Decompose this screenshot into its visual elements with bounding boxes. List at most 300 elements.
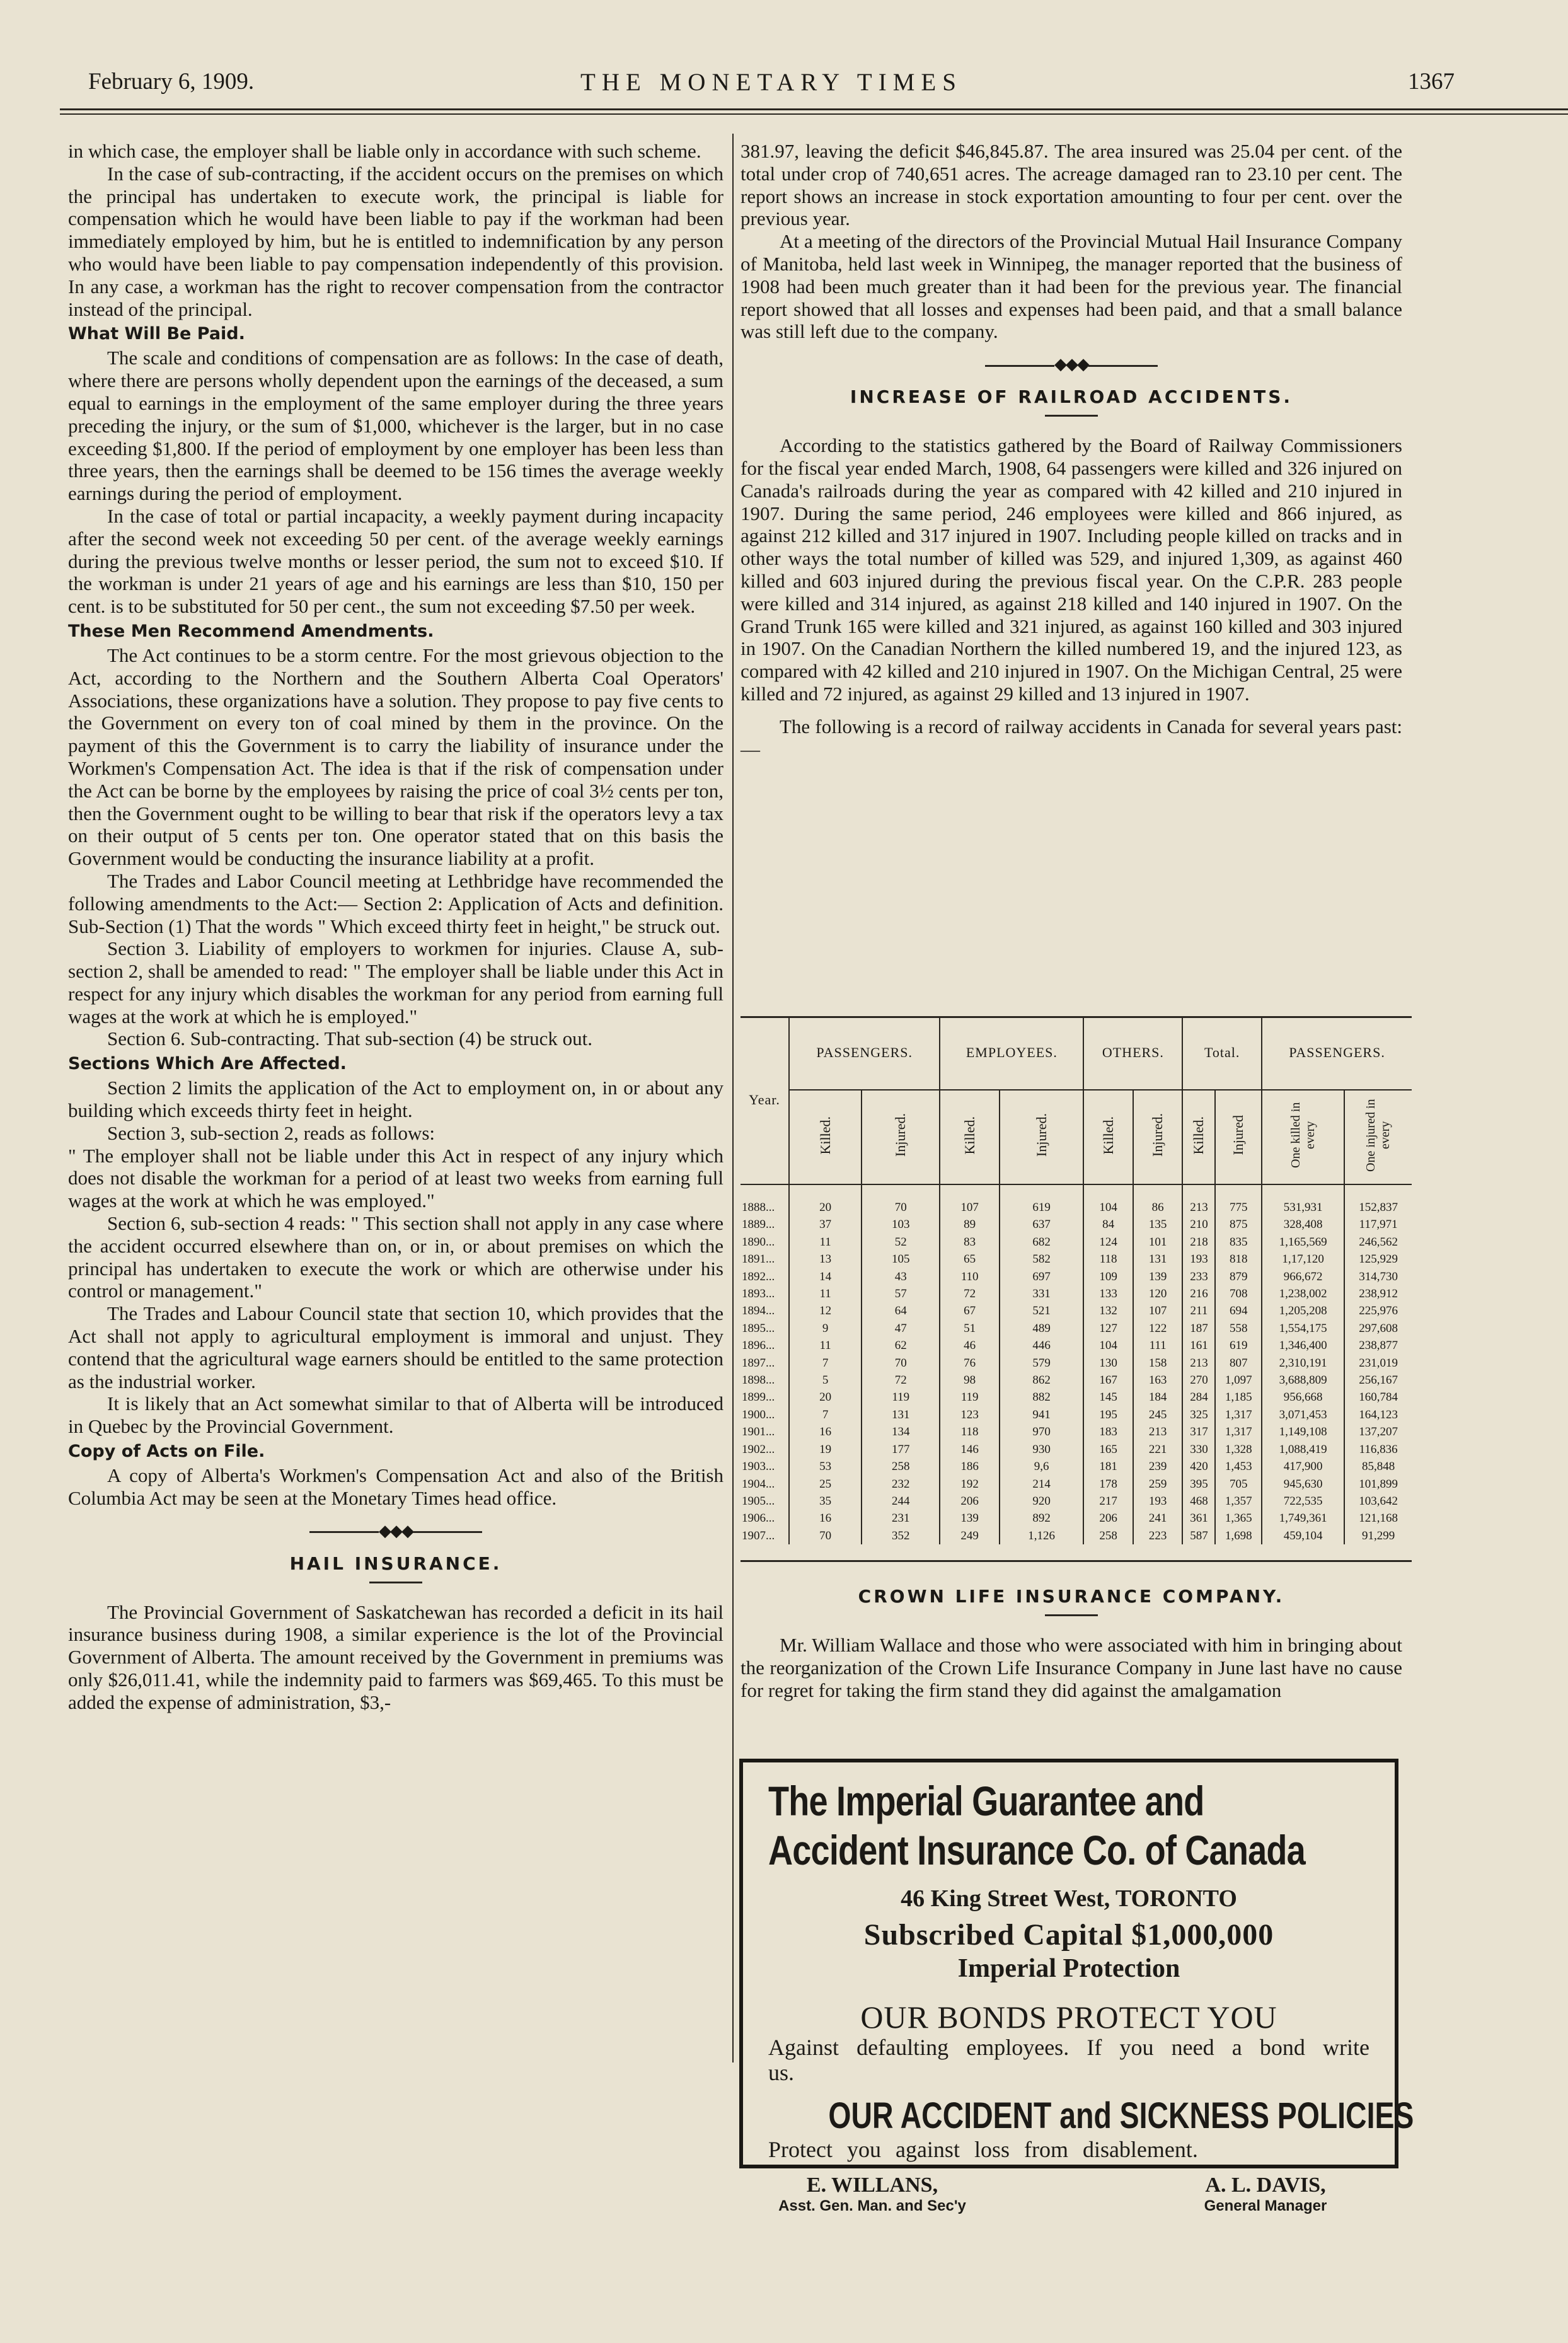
table-cell: 216 bbox=[1182, 1285, 1215, 1302]
table-cell: 86 bbox=[1133, 1184, 1183, 1216]
table-cell: 120 bbox=[1133, 1285, 1183, 1302]
table-cell: 2,310,191 bbox=[1262, 1355, 1344, 1372]
table-cell: 52 bbox=[862, 1234, 940, 1251]
table-row bbox=[741, 1423, 1412, 1440]
table-cell: 107 bbox=[940, 1184, 999, 1216]
year-cell: 1894... bbox=[742, 1304, 775, 1318]
issue-date: February 6, 1909. bbox=[88, 69, 255, 95]
column-header: Killed. bbox=[1100, 1116, 1116, 1155]
section-title-hail-insurance: HAIL INSURANCE. bbox=[289, 1553, 502, 1574]
table-row bbox=[741, 1216, 1412, 1233]
subheading-sections-affected: Sections Which Are Affected. bbox=[68, 1054, 347, 1074]
table-cell: 708 bbox=[1215, 1285, 1262, 1302]
table-cell: 314,730 bbox=[1344, 1268, 1412, 1285]
year-cell: 1892... bbox=[742, 1270, 775, 1283]
paragraph: The Provincial Government of Saskatchewan has recorded a deficit in its hail insurance business during 1908, a similar experience is the lot of the Provincial Government of Alberta. The amount received by the Government in premiums was only $26,011.41, while the indemnity paid to farmers was $69,465. To this must be added the expense of administration, $3,- bbox=[68, 1600, 723, 1713]
group-header: PASSENGERS. bbox=[789, 1016, 940, 1090]
table-row bbox=[741, 1510, 1412, 1527]
table-cell: 84 bbox=[1083, 1216, 1133, 1233]
table-cell: 53 bbox=[789, 1458, 862, 1475]
table-cell: 213 bbox=[1133, 1423, 1183, 1440]
table-cell: 217 bbox=[1083, 1493, 1133, 1510]
table-cell: 165 bbox=[1083, 1441, 1133, 1458]
table-cell: 966,672 bbox=[1262, 1268, 1344, 1285]
table-cell: 446 bbox=[1000, 1337, 1084, 1354]
table-row bbox=[741, 1527, 1412, 1544]
table-cell: 135 bbox=[1133, 1216, 1183, 1233]
table-cell: 110 bbox=[940, 1268, 999, 1285]
table-cell: 1,238,002 bbox=[1262, 1285, 1344, 1302]
ad-policies-text: Protect you against loss from disablement. bbox=[768, 2137, 1198, 2162]
ad-signatures bbox=[768, 2173, 1369, 2224]
table-cell: 104 bbox=[1083, 1337, 1133, 1354]
paragraph: Mr. William Wallace and those who were associated with him in bringing about the reorganization of the Crown Life Insurance Company in June last have no cause for regret for taking the firm stand they did against the amalgamation bbox=[741, 1634, 1402, 1701]
group-header: PASSENGERS. bbox=[1262, 1016, 1412, 1090]
table-body bbox=[741, 1184, 1412, 1544]
year-cell: 1889... bbox=[742, 1218, 775, 1232]
table-cell: 132 bbox=[1083, 1302, 1133, 1319]
table-cell: 83 bbox=[940, 1234, 999, 1251]
table-cell: 352 bbox=[862, 1527, 940, 1544]
paragraph: A copy of Alberta's Workmen's Compensation Act and also of the British Columbia Act may be seen at the Monetary Times head office. bbox=[68, 1464, 723, 1509]
crown-life-section bbox=[741, 1585, 1402, 1701]
table-cell: 945,630 bbox=[1262, 1476, 1344, 1493]
table-cell: 107 bbox=[1133, 1302, 1183, 1319]
table-cell: 231,019 bbox=[1344, 1355, 1412, 1372]
paragraph: Section 6. Sub-contracting. That sub-section (4) be struck out. bbox=[107, 1027, 592, 1050]
column-header: One injured in every bbox=[1364, 1099, 1393, 1172]
paragraph: " The employer shall not be liable under this Act in respect of any injury which does not disable the workman for a period of at least two weeks from earning full wages at the work at which he was employed." bbox=[68, 1144, 723, 1212]
table-row bbox=[741, 1372, 1412, 1389]
section-title-crown-life: CROWN LIFE INSURANCE COMPANY. bbox=[858, 1586, 1285, 1607]
year-cell: 1898... bbox=[742, 1374, 775, 1387]
column-header: Injured. bbox=[892, 1113, 909, 1157]
table-cell: 206 bbox=[940, 1493, 999, 1510]
paragraph: According to the statistics gathered by the Board of Railway Commissioners for the fiscal year ended March, 1908, 64 passengers were killed and 326 injured on Canada's railroads during the year as compared with 42 killed and 210 injured in 1907. During the same period, 246 employees were killed and 866 injured, as against 212 killed and 317 injured in 1907. Including people killed on tracks and in other ways the total number of killed was 529, and injured 1,309, as against 460 killed and 603 injured during the previous fiscal year. On the C.P.R. 283 people were killed and 314 injured, as against 218 killed and 140 injured in 1907. On the Grand Trunk 165 were killed and 321 injured, as against 160 killed and 303 injured in 1907. On the Canadian Northern the killed numbered 19, and the injured 123, as compared with 42 killed and 210 injured in 1907. On the Michigan Central, 25 were killed and 72 injured, as against 29 killed and 13 injured in 1907. bbox=[741, 434, 1402, 705]
table-cell: 9,6 bbox=[1000, 1458, 1084, 1475]
table-cell: 64 bbox=[862, 1302, 940, 1319]
paragraph: Section 2 limits the application of the Act to employment on, in or about any building which exceeds thirty feet in height. bbox=[68, 1077, 723, 1122]
table-cell: 91,299 bbox=[1344, 1527, 1412, 1544]
table-cell: 177 bbox=[862, 1441, 940, 1458]
ad-capital: Subscribed Capital $1,000,000 bbox=[863, 1918, 1274, 1952]
table-cell: 249 bbox=[940, 1527, 999, 1544]
table-cell: 256,167 bbox=[1344, 1372, 1412, 1389]
table-cell: 186 bbox=[940, 1458, 999, 1475]
table-cell: 317 bbox=[1182, 1423, 1215, 1440]
table-cell: 5 bbox=[789, 1372, 862, 1389]
table-cell: 62 bbox=[862, 1337, 940, 1354]
signer-2 bbox=[1162, 2173, 1369, 2215]
table-cell: 941 bbox=[1000, 1406, 1084, 1423]
ad-policies-heading: OUR ACCIDENT and SICKNESS POLICIES bbox=[828, 2095, 1414, 2136]
column-header: Killed. bbox=[817, 1116, 833, 1155]
table-cell: 160,784 bbox=[1344, 1389, 1412, 1406]
table-cell: 223 bbox=[1133, 1527, 1183, 1544]
ad-bonds-text: Against defaulting employees. If you need a bond write us. bbox=[768, 2035, 1369, 2085]
column-header: Killed. bbox=[1190, 1116, 1207, 1155]
column-divider bbox=[732, 134, 734, 2062]
table-cell: 1,097 bbox=[1215, 1372, 1262, 1389]
year-cell: 1906... bbox=[742, 1512, 775, 1525]
table-cell: 930 bbox=[1000, 1441, 1084, 1458]
table-row bbox=[741, 1285, 1412, 1302]
table-cell: 225,976 bbox=[1344, 1302, 1412, 1319]
table-cell: 1,328 bbox=[1215, 1441, 1262, 1458]
table-cell: 1,17,120 bbox=[1262, 1251, 1344, 1268]
table-cell: 892 bbox=[1000, 1510, 1084, 1527]
paragraph: in which case, the employer shall be liable only in accordance with such scheme. bbox=[68, 140, 701, 162]
paragraph: 381.97, leaving the deficit $46,845.87. The area insured was 25.04 per cent. of the total under crop of 740,651 acres. The acreage damaged ran to 23.10 per cent. The report shows an increase in stock exportation amounting to four per cent. over the previous year. bbox=[741, 140, 1402, 230]
table-cell: 125,929 bbox=[1344, 1251, 1412, 1268]
table-cell: 139 bbox=[940, 1510, 999, 1527]
table-cell: 146 bbox=[940, 1441, 999, 1458]
table-cell: 245 bbox=[1133, 1406, 1183, 1423]
table-cell: 637 bbox=[1000, 1216, 1084, 1233]
table-cell: 270 bbox=[1182, 1372, 1215, 1389]
table-cell: 122 bbox=[1133, 1320, 1183, 1337]
paragraph: Section 3. Liability of employers to workmen for injuries. Clause A, sub-section 2, shall be amended to read: " The employer shall be liable under this Act in respect for any injury which disables the workman for any period from earning full wages at the work at which he is employed." bbox=[68, 937, 723, 1027]
table-cell: 417,900 bbox=[1262, 1458, 1344, 1475]
table-cell: 1,365 bbox=[1215, 1510, 1262, 1527]
table-cell: 210 bbox=[1182, 1216, 1215, 1233]
year-cell: 1897... bbox=[742, 1356, 775, 1370]
table-cell: 682 bbox=[1000, 1234, 1084, 1251]
subheading-amendments: These Men Recommend Amendments. bbox=[68, 621, 434, 641]
table-cell: 47 bbox=[862, 1320, 940, 1337]
table-cell: 11 bbox=[789, 1285, 862, 1302]
table-cell: 238,912 bbox=[1344, 1285, 1412, 1302]
year-cell: 1888... bbox=[742, 1201, 775, 1214]
signer-1-name: E. WILLANS, bbox=[806, 2173, 938, 2197]
table-cell: 57 bbox=[862, 1285, 940, 1302]
year-cell: 1900... bbox=[742, 1408, 775, 1421]
section-ornament: ◆◆◆ bbox=[68, 1520, 723, 1542]
table-cell: 119 bbox=[862, 1389, 940, 1406]
paragraph: Section 3, sub-section 2, reads as follows: bbox=[107, 1121, 435, 1144]
table-cell: 25 bbox=[789, 1476, 862, 1493]
table-cell: 183 bbox=[1083, 1423, 1133, 1440]
table-cell: 116,836 bbox=[1344, 1441, 1412, 1458]
table-cell: 127 bbox=[1083, 1320, 1133, 1337]
table-cell: 117,971 bbox=[1344, 1216, 1412, 1233]
table-cell: 284 bbox=[1182, 1389, 1215, 1406]
year-cell: 1905... bbox=[742, 1494, 775, 1508]
table-cell: 970 bbox=[1000, 1423, 1084, 1440]
table-cell: 193 bbox=[1182, 1251, 1215, 1268]
group-header: EMPLOYEES. bbox=[940, 1016, 1083, 1090]
table-rule-bottom bbox=[741, 1560, 1412, 1562]
table-cell: 246,562 bbox=[1344, 1234, 1412, 1251]
group-header: OTHERS. bbox=[1083, 1016, 1182, 1090]
table-cell: 1,453 bbox=[1215, 1458, 1262, 1475]
table-cell: 123 bbox=[940, 1406, 999, 1423]
table-row bbox=[741, 1302, 1412, 1319]
table-cell: 1,185 bbox=[1215, 1389, 1262, 1406]
table-cell: 145 bbox=[1083, 1389, 1133, 1406]
table-cell: 7 bbox=[789, 1355, 862, 1372]
table-cell: 221 bbox=[1133, 1441, 1183, 1458]
running-head bbox=[88, 68, 1455, 106]
table-cell: 1,749,361 bbox=[1262, 1510, 1344, 1527]
year-cell: 1893... bbox=[742, 1287, 775, 1301]
table-row bbox=[741, 1389, 1412, 1406]
table-cell: 1,149,108 bbox=[1262, 1423, 1344, 1440]
year-cell: 1895... bbox=[742, 1321, 775, 1335]
table-cell: 167 bbox=[1083, 1372, 1133, 1389]
table-cell: 43 bbox=[862, 1268, 940, 1285]
table-cell: 211 bbox=[1182, 1302, 1215, 1319]
signer-1-title: Asst. Gen. Man. and Sec'y bbox=[778, 2197, 966, 2214]
table-cell: 1,357 bbox=[1215, 1493, 1262, 1510]
table-cell: 920 bbox=[1000, 1493, 1084, 1510]
column-header: Injured. bbox=[1033, 1113, 1049, 1157]
table-cell: 694 bbox=[1215, 1302, 1262, 1319]
ad-title-line-2: Accident Insurance Co. of Canada bbox=[768, 1827, 1305, 1873]
table-cell: 3,071,453 bbox=[1262, 1406, 1344, 1423]
table-cell: 238,877 bbox=[1344, 1337, 1412, 1354]
table-cell: 213 bbox=[1182, 1355, 1215, 1372]
subheading-what-will-be-paid: What Will Be Paid. bbox=[68, 324, 245, 344]
table-cell: 9 bbox=[789, 1320, 862, 1337]
table-cell: 193 bbox=[1133, 1493, 1183, 1510]
table-cell: 722,535 bbox=[1262, 1493, 1344, 1510]
table-cell: 131 bbox=[862, 1406, 940, 1423]
subheading-copy-of-acts: Copy of Acts on File. bbox=[68, 1442, 265, 1462]
table-cell: 3,688,809 bbox=[1262, 1372, 1344, 1389]
paragraph: Section 6, sub-section 4 reads: " This section shall not apply in any case where the accident occurred elsewhere than on, or in, or about premises on which the principal has undertaken to execute the work or which are otherwise under his control or management." bbox=[68, 1212, 723, 1302]
table-cell: 420 bbox=[1182, 1458, 1215, 1475]
table-cell: 1,317 bbox=[1215, 1406, 1262, 1423]
table-cell: 131 bbox=[1133, 1251, 1183, 1268]
year-cell: 1901... bbox=[742, 1425, 775, 1439]
table-row bbox=[741, 1337, 1412, 1354]
table-cell: 16 bbox=[789, 1510, 862, 1527]
table-cell: 231 bbox=[862, 1510, 940, 1527]
table-cell: 124 bbox=[1083, 1234, 1133, 1251]
column-header: One killed in every bbox=[1288, 1102, 1317, 1169]
table-cell: 158 bbox=[1133, 1355, 1183, 1372]
table-cell: 213 bbox=[1182, 1184, 1215, 1216]
table-cell: 70 bbox=[862, 1184, 940, 1216]
table-cell: 184 bbox=[1133, 1389, 1183, 1406]
year-cell: 1903... bbox=[742, 1460, 775, 1474]
table-cell: 20 bbox=[789, 1389, 862, 1406]
table-cell: 244 bbox=[862, 1493, 940, 1510]
year-header: Year. bbox=[741, 1016, 789, 1184]
table-cell: 206 bbox=[1083, 1510, 1133, 1527]
table-cell: 121,168 bbox=[1344, 1510, 1412, 1527]
table-cell: 104 bbox=[1083, 1184, 1133, 1216]
table-cell: 103 bbox=[862, 1216, 940, 1233]
table-cell: 1,698 bbox=[1215, 1527, 1262, 1544]
table-cell: 187 bbox=[1182, 1320, 1215, 1337]
table-cell: 697 bbox=[1000, 1268, 1084, 1285]
year-cell: 1890... bbox=[742, 1235, 775, 1249]
table-cell: 956,668 bbox=[1262, 1389, 1344, 1406]
table-cell: 85,848 bbox=[1344, 1458, 1412, 1475]
table-cell: 14 bbox=[789, 1268, 862, 1285]
table-cell: 46 bbox=[940, 1337, 999, 1354]
table-cell: 807 bbox=[1215, 1355, 1262, 1372]
table-cell: 195 bbox=[1083, 1406, 1133, 1423]
paragraph: It is likely that an Act somewhat similar to that of Alberta will be introduced in Quebec by the Provincial Government. bbox=[68, 1392, 723, 1438]
table-cell: 241 bbox=[1133, 1510, 1183, 1527]
table-row bbox=[741, 1493, 1412, 1510]
signer-1 bbox=[768, 2173, 976, 2215]
table-row bbox=[741, 1355, 1412, 1372]
table-cell: 1,346,400 bbox=[1262, 1337, 1344, 1354]
table-cell: 361 bbox=[1182, 1510, 1215, 1527]
table-cell: 98 bbox=[940, 1372, 999, 1389]
table-row bbox=[741, 1441, 1412, 1458]
table-cell: 875 bbox=[1215, 1216, 1262, 1233]
railway-accidents-table bbox=[741, 1016, 1412, 1542]
table-cell: 35 bbox=[789, 1493, 862, 1510]
table-cell: 70 bbox=[862, 1355, 940, 1372]
table-cell: 331 bbox=[1000, 1285, 1084, 1302]
table-cell: 76 bbox=[940, 1355, 999, 1372]
table-cell: 297,608 bbox=[1344, 1320, 1412, 1337]
table-cell: 558 bbox=[1215, 1320, 1262, 1337]
table-cell: 882 bbox=[1000, 1389, 1084, 1406]
table-cell: 835 bbox=[1215, 1234, 1262, 1251]
table-cell: 233 bbox=[1182, 1268, 1215, 1285]
table-cell: 258 bbox=[1083, 1527, 1133, 1544]
table-cell: 139 bbox=[1133, 1268, 1183, 1285]
table-cell: 330 bbox=[1182, 1441, 1215, 1458]
table-cell: 459,104 bbox=[1262, 1527, 1344, 1544]
ad-bonds-heading: OUR BONDS PROTECT YOU bbox=[860, 1999, 1277, 2035]
ad-protection: Imperial Protection bbox=[957, 1954, 1180, 1983]
title-rule bbox=[369, 1582, 422, 1583]
table-cell: 19 bbox=[789, 1441, 862, 1458]
table-cell: 521 bbox=[1000, 1302, 1084, 1319]
paragraph: At a meeting of the directors of the Provincial Mutual Hail Insurance Company of Manitoba, held last week in Winnipeg, the manager reported that the business of 1908 had been much greater than it had been for the previous year. The financial report showed that all losses and expenses had been paid, and that a small balance was still left due to the company. bbox=[741, 230, 1402, 343]
column-header: Injured bbox=[1230, 1115, 1247, 1155]
table-row bbox=[741, 1234, 1412, 1251]
year-cell: 1899... bbox=[742, 1391, 775, 1404]
header-rule-top bbox=[60, 108, 1568, 110]
table-cell: 214 bbox=[1000, 1476, 1084, 1493]
table-cell: 101,899 bbox=[1344, 1476, 1412, 1493]
table-cell: 1,317 bbox=[1215, 1423, 1262, 1440]
table-cell: 12 bbox=[789, 1302, 862, 1319]
table-cell: 619 bbox=[1000, 1184, 1084, 1216]
table-cell: 65 bbox=[940, 1251, 999, 1268]
paragraph: The following is a record of railway accidents in Canada for several years past:— bbox=[741, 715, 1402, 760]
table-cell: 582 bbox=[1000, 1251, 1084, 1268]
table-row bbox=[741, 1476, 1412, 1493]
table-cell: 161 bbox=[1182, 1337, 1215, 1354]
group-header: Total. bbox=[1182, 1016, 1262, 1090]
table-cell: 775 bbox=[1215, 1184, 1262, 1216]
table-cell: 118 bbox=[940, 1423, 999, 1440]
table-cell: 118 bbox=[1083, 1251, 1133, 1268]
year-cell: 1902... bbox=[742, 1442, 775, 1456]
table-cell: 72 bbox=[940, 1285, 999, 1302]
table-cell: 879 bbox=[1215, 1268, 1262, 1285]
table-cell: 20 bbox=[789, 1184, 862, 1216]
year-cell: 1907... bbox=[742, 1529, 775, 1542]
table-cell: 192 bbox=[940, 1476, 999, 1493]
table-cell: 1,165,569 bbox=[1262, 1234, 1344, 1251]
table-cell: 111 bbox=[1133, 1337, 1183, 1354]
page-number: 1367 bbox=[1408, 69, 1455, 95]
title-rule bbox=[1045, 1614, 1098, 1616]
table-cell: 134 bbox=[862, 1423, 940, 1440]
table-row bbox=[741, 1268, 1412, 1285]
table-row bbox=[741, 1251, 1412, 1268]
ad-title-line-1: The Imperial Guarantee and bbox=[768, 1778, 1204, 1824]
paragraph: The Trades and Labor Council meeting at Lethbridge have recommended the following amendments to the Act:— Section 2: Application of Acts and definition. Sub-Section (1) That the words " Which exceed thirty feet in height," be struck out. bbox=[68, 869, 723, 937]
table-cell: 258 bbox=[862, 1458, 940, 1475]
right-column bbox=[741, 140, 1402, 760]
table-cell: 119 bbox=[940, 1389, 999, 1406]
paragraph: In the case of total or partial incapacity, a weekly payment during incapacity after the second week not exceeding 50 per cent. of the average weekly earnings during the previous twelve months or lesser period, the sum not to exceed $10. If the workman is under 21 years of age and his earnings are less than $10, 150 per cent. is to be substituted for 50 per cent., the sum not exceeding $7.50 per week. bbox=[68, 504, 723, 618]
year-cell: 1891... bbox=[742, 1252, 775, 1266]
table-cell: 818 bbox=[1215, 1251, 1262, 1268]
column-header: Injured. bbox=[1150, 1113, 1166, 1157]
table-cell: 152,837 bbox=[1344, 1184, 1412, 1216]
table-cell: 163 bbox=[1133, 1372, 1183, 1389]
table-cell: 103,642 bbox=[1344, 1493, 1412, 1510]
table-cell: 489 bbox=[1000, 1320, 1084, 1337]
table-cell: 130 bbox=[1083, 1355, 1133, 1372]
signer-2-title: General Manager bbox=[1204, 2197, 1327, 2214]
year-cell: 1896... bbox=[742, 1339, 775, 1353]
section-title-railroad-accidents: INCREASE OF RAILROAD ACCIDENTS. bbox=[850, 386, 1293, 408]
table-cell: 705 bbox=[1215, 1476, 1262, 1493]
table-cell: 105 bbox=[862, 1251, 940, 1268]
masthead: THE MONETARY TIMES bbox=[580, 69, 962, 96]
table-cell: 328,408 bbox=[1262, 1216, 1344, 1233]
table-cell: 7 bbox=[789, 1406, 862, 1423]
table-row bbox=[741, 1184, 1412, 1216]
table-cell: 468 bbox=[1182, 1493, 1215, 1510]
table-cell: 531,931 bbox=[1262, 1184, 1344, 1216]
column-header: Killed. bbox=[961, 1116, 977, 1155]
table-cell: 133 bbox=[1083, 1285, 1133, 1302]
table-cell: 579 bbox=[1000, 1355, 1084, 1372]
table-cell: 587 bbox=[1182, 1527, 1215, 1544]
insurance-advertisement bbox=[739, 1759, 1414, 2214]
paragraph: The Trades and Labour Council state that section 10, which provides that the Act shall not apply to agricultural employment is immoral and unjust. They contend that the agricultural wage earners should be entitled to the same protection as the industrial worker. bbox=[68, 1302, 723, 1392]
table-row bbox=[741, 1406, 1412, 1423]
ad-address: 46 King Street West, TORONTO bbox=[901, 1885, 1237, 1912]
table-cell: 239 bbox=[1133, 1458, 1183, 1475]
table-cell: 181 bbox=[1083, 1458, 1133, 1475]
table-cell: 232 bbox=[862, 1476, 940, 1493]
left-column bbox=[68, 140, 723, 1714]
table-cell: 1,088,419 bbox=[1262, 1441, 1344, 1458]
table-cell: 67 bbox=[940, 1302, 999, 1319]
table-cell: 259 bbox=[1133, 1476, 1183, 1493]
table-cell: 325 bbox=[1182, 1406, 1215, 1423]
table-cell: 89 bbox=[940, 1216, 999, 1233]
table-cell: 37 bbox=[789, 1216, 862, 1233]
table-cell: 109 bbox=[1083, 1268, 1133, 1285]
table-cell: 619 bbox=[1215, 1337, 1262, 1354]
table-cell: 1,126 bbox=[1000, 1527, 1084, 1544]
section-ornament: ◆◆◆ bbox=[741, 353, 1402, 376]
paragraph: The scale and conditions of compensation are as follows: In the case of death, where there are persons wholly dependent upon the earnings of the deceased, a sum equal to earnings in the employment of the same employer during the three years preceding the injury, or the sum of $1,000, whichever is the larger, but in no case exceeding $1,800. If the period of employment by one employer has been less than three years, then the earnings shall be deemed to be 156 times the average weekly earnings during the period of employment. bbox=[68, 347, 723, 505]
table-cell: 101 bbox=[1133, 1234, 1183, 1251]
table-cell: 13 bbox=[789, 1251, 862, 1268]
table-cell: 11 bbox=[789, 1234, 862, 1251]
table-cell: 11 bbox=[789, 1337, 862, 1354]
table-cell: 395 bbox=[1182, 1476, 1215, 1493]
